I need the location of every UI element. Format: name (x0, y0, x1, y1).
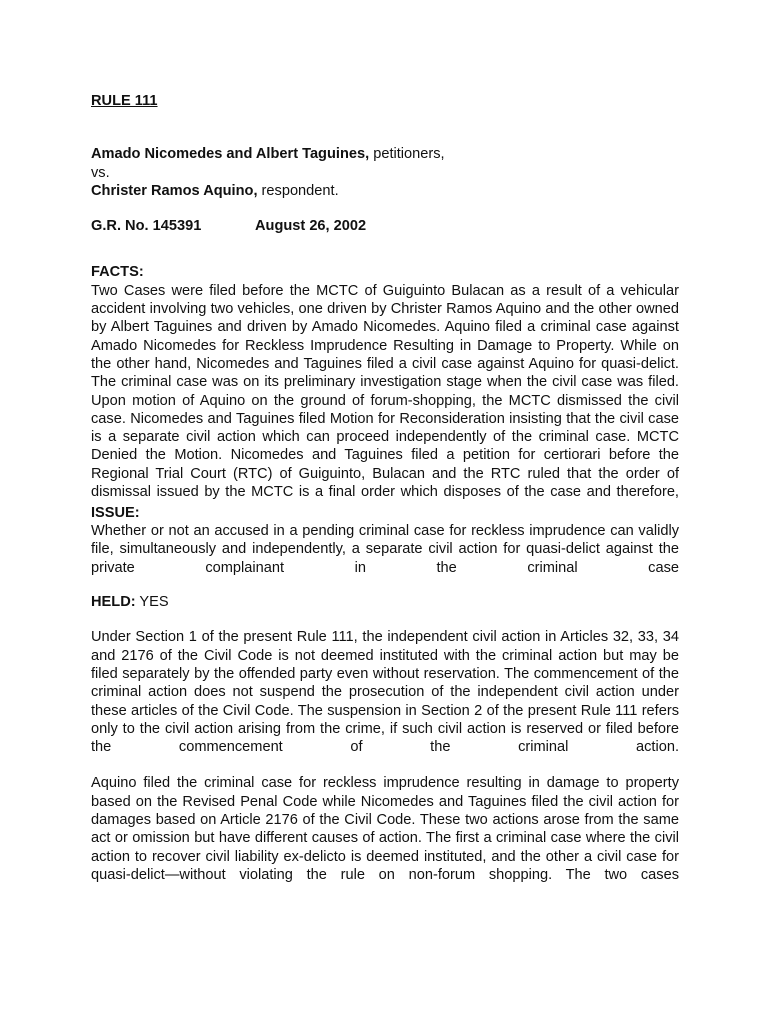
parties-block (91, 145, 679, 200)
respondent-label: respondent. (257, 182, 339, 199)
petitioners-label: petitioners, (369, 146, 445, 163)
petitioners-line (91, 145, 679, 163)
gr-number: G.R. No. 145391 (91, 218, 202, 235)
issue-title: ISSUE: (91, 504, 140, 521)
decision-date: August 26, 2002 (255, 218, 367, 235)
versus: vs. (91, 164, 110, 181)
petitioners-names: Amado Nicomedes and Albert Taguines, (91, 146, 370, 163)
case-number-row (91, 217, 679, 235)
respondent-name: Christer Ramos Aquino, (91, 182, 258, 199)
held-answer: YES (135, 594, 169, 611)
respondent-line (91, 182, 679, 200)
held-paragraph-1: Under Section 1 of the present Rule 111, the independent civil action in Articles 32, 33, 34 and 2176 of the Civil Code is not deemed instituted with the criminal action but may be filed separately by the offended party even without reservation. The commencement of the criminal action does not suspend the prosecution of the independent civil action under these articles of the Civil Code. The suspension in Section 2 of the present Rule 111 refers only to the civil action arising from the crime, if such civil action is reserved or filed before the commencement of the criminal action. (91, 629, 679, 756)
held-section (91, 593, 679, 884)
held-line (91, 593, 679, 611)
issue-section (91, 504, 679, 577)
document-page (91, 92, 679, 884)
rule-heading: RULE 111 (91, 93, 158, 109)
facts-text: Two Cases were filed before the MCTC of Guiguinto Bulacan as a result of a vehicular accident involving two vehicles, one driven by Christer Ramos Aquino and the other owned by Albert Taguines and driven by Amado Nicomedes. Aquino filed a criminal case against Amado Nicomedes for Reckless Imprudence Resulting in Damage to Property. While on the other hand, Nicomedes and Taguines filed a civil case against Aquino for quasi-delict. The criminal case was on its preliminary investigation stage when the civil case was filed. Upon motion of Aquino on the ground of forum-shopping, the MCTC dismissed the civil case. Nicomedes and Taguines filed Motion for Reconsideration insisting that the civil case is a separate civil action which can proceed independently of the criminal case. MCTC Denied the Motion. Nicomedes and Taguines filed a petition for certiorari before the Regional Trial Court (RTC) of Guiguinto, Bulacan and the RTC ruled that the order of dismissal issued by the MCTC is a final order which disposes of the case and therefore, (91, 282, 679, 501)
facts-section (91, 263, 679, 501)
held-title: HELD: (91, 594, 136, 611)
issue-text: Whether or not an accused in a pending criminal case for reckless imprudence can validly file, simultaneously and independently, a separate civil action for quasi-delict against the private complainant in the criminal case (91, 523, 679, 576)
held-paragraph-2: Aquino filed the criminal case for reckless imprudence resulting in damage to property based on the Revised Penal Code while Nicomedes and Taguines filed the civil action for damages based on Article 2176 of the Civil Code. These two actions arose from the same act or omission but have different causes of action. The first a criminal case where the civil action to recover civil liability ex-delicto is deemed instituted, and the other a civil case for quasi-delict—without violating the rule on non-forum shopping. The two cases (91, 775, 679, 883)
facts-title: FACTS: (91, 264, 144, 281)
